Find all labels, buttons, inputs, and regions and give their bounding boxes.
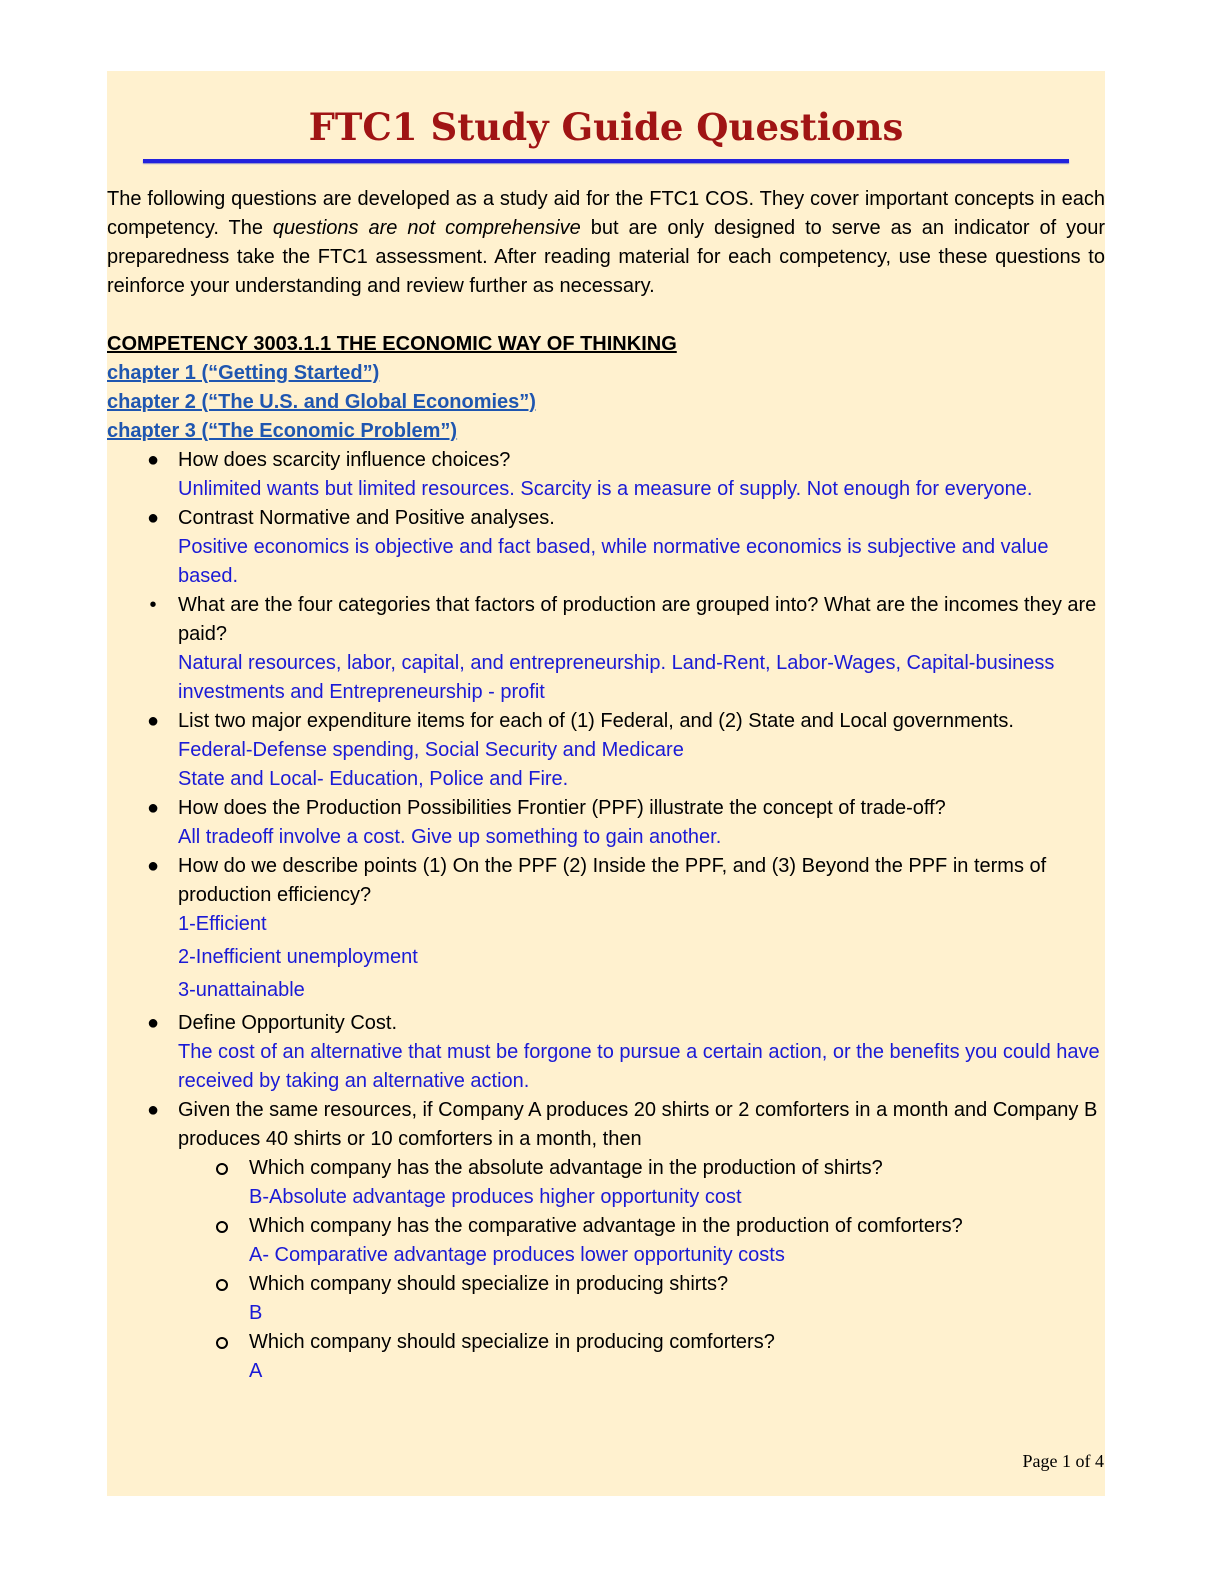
circle-bullet [216, 1221, 228, 1233]
list-item [107, 794, 1105, 852]
question-text: What are the four categories that factors of production are grouped into? What are the incomes they are paid? [178, 594, 1097, 645]
question-text: List two major expenditure items for each of (1) Federal, and (2) State and Local governments. [178, 710, 1014, 732]
answer-text: Natural resources, labor, capital, and entrepreneurship. Land-Rent, Labor-Wages, Capital-business investments and Entrepreneurship - profit [178, 652, 1055, 703]
subquestion-list [178, 1154, 1105, 1386]
sub-list-item [178, 1212, 1105, 1270]
list-item [107, 852, 1105, 1005]
bullet: • [149, 594, 157, 616]
document-content [107, 71, 1105, 1386]
intro-paragraph [107, 185, 1105, 301]
question-text: Contrast Normative and Positive analyses. [178, 507, 555, 529]
page-number: Page 1 of 4 [1022, 1451, 1104, 1471]
chapter-links [107, 359, 1105, 446]
bullet: ● [146, 710, 160, 732]
chapter-link-3[interactable]: chapter 3 (“The Economic Problem”) [107, 420, 458, 442]
title-underline [143, 159, 1069, 163]
chapter-link-1[interactable]: chapter 1 (“Getting Started”) [107, 362, 380, 384]
subanswer-text: B [249, 1302, 263, 1324]
subquestion-text: Which company should specialize in producing comforters? [249, 1331, 775, 1353]
circle-bullet [216, 1279, 228, 1291]
answer-text: 3-unattainable [178, 979, 305, 1001]
subanswer-text: A [249, 1360, 263, 1382]
list-item [107, 1096, 1105, 1386]
intro-text-1: The following questions are developed as a study aid for the FTC1 COS. They cover important concepts in each competency. The [107, 188, 1105, 239]
list-item [107, 446, 1105, 504]
question-text: Given the same resources, if Company A produces 20 shirts or 2 comforters in a month and Company B produces 40 shirts or 10 comforters in a month, then [178, 1099, 1098, 1150]
list-item [107, 504, 1105, 591]
sub-list-item [178, 1328, 1105, 1386]
question-text: How does scarcity influence choices? [178, 449, 511, 471]
circle-bullet [216, 1337, 228, 1349]
answer-text: 2-Inefficient unemployment [178, 946, 418, 968]
bullet: ● [146, 449, 160, 471]
sub-list-item [178, 1270, 1105, 1328]
answer-text: Unlimited wants but limited resources. Scarcity is a measure of supply. Not enough for everyone. [178, 478, 1033, 500]
question-list [107, 446, 1105, 1386]
page-title: FTC1 Study Guide Questions [308, 105, 904, 149]
sub-list-item [178, 1154, 1105, 1212]
answer-text: Positive economics is objective and fact based, while normative economics is subjective and value based. [178, 536, 1049, 587]
question-text: Define Opportunity Cost. [178, 1012, 397, 1034]
subquestion-text: Which company should specialize in producing shirts? [249, 1273, 729, 1295]
intro-emphasis: questions are not comprehensive [272, 217, 581, 239]
subquestion-text: Which company has the comparative advantage in the production of comforters? [249, 1215, 963, 1237]
bullet: ● [146, 507, 160, 529]
list-item [107, 1009, 1105, 1096]
bullet: ● [146, 855, 160, 877]
circle-bullet [216, 1163, 228, 1175]
answer-text: 1-Efficient [178, 913, 267, 935]
question-text: How do we describe points (1) On the PPF (2) Inside the PPF, and (3) Beyond the PPF in terms of production efficiency? [178, 855, 1047, 906]
list-item [107, 591, 1105, 707]
bullet: ● [146, 1099, 160, 1121]
answer-text: Federal-Defense spending, Social Security and Medicare [178, 739, 684, 761]
intro-text-2: but are only designed to serve as an indicator of your preparedness take the FTC1 assessment. After reading material for each competency, use these questions to reinforce your understanding and review further as necessary. [107, 217, 1105, 297]
answer-text: State and Local- Education, Police and Fire. [178, 768, 569, 790]
bullet: ● [146, 797, 160, 819]
chapter-link-2[interactable]: chapter 2 (“The U.S. and Global Economies”) [107, 391, 536, 413]
subanswer-text: B-Absolute advantage produces higher opportunity cost [249, 1186, 742, 1208]
subanswer-text: A- Comparative advantage produces lower opportunity costs [249, 1244, 785, 1266]
subquestion-text: Which company has the absolute advantage in the production of shirts? [249, 1157, 883, 1179]
bullet: ● [146, 1012, 160, 1034]
answer-text: All tradeoff involve a cost. Give up something to gain another. [178, 826, 722, 848]
competency-heading: COMPETENCY 3003.1.1 THE ECONOMIC WAY OF THINKING [107, 333, 677, 355]
answer-text: The cost of an alternative that must be forgone to pursue a certain action, or the benefits you could have received by taking an alternative action. [178, 1041, 1100, 1092]
question-text: How does the Production Possibilities Frontier (PPF) illustrate the concept of trade-off? [178, 797, 946, 819]
list-item [107, 707, 1105, 794]
